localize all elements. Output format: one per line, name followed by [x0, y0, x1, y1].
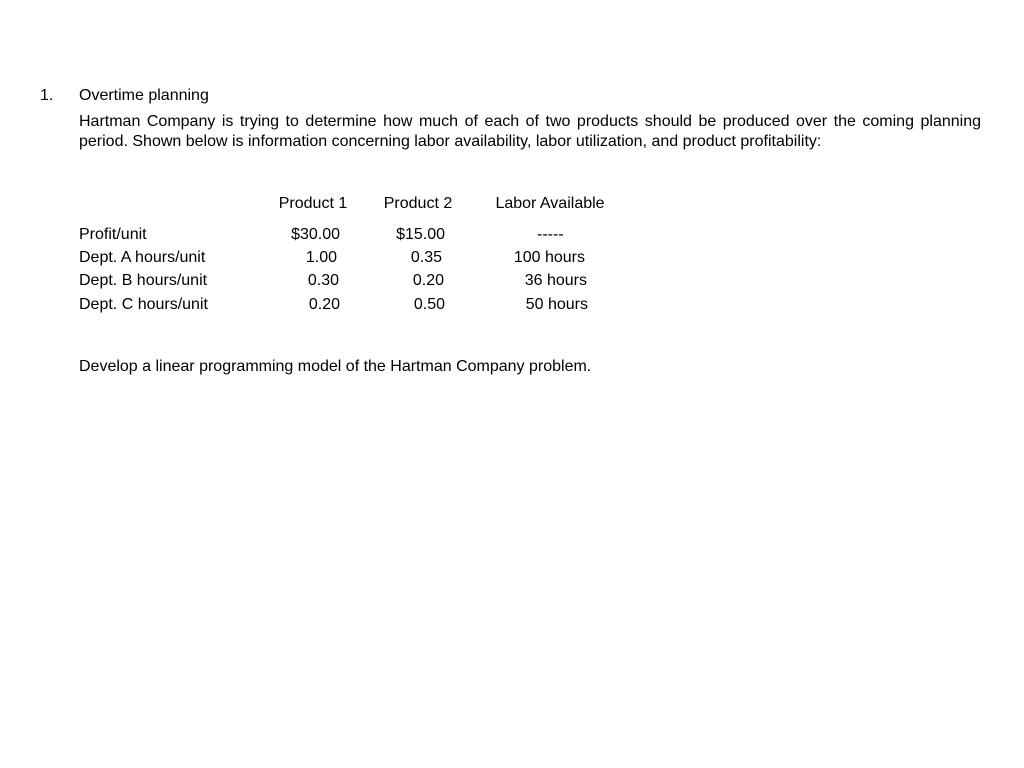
- cell-dept-a-labor: 100 hours: [513, 249, 585, 266]
- row-label-dept-a: Dept. A hours/unit: [79, 249, 206, 266]
- cell-profit-product-1: $30.00: [291, 226, 340, 243]
- cell-dept-b-product-1: 0.30: [307, 272, 339, 289]
- problem-number: 1.: [40, 87, 54, 104]
- col-header-product-1: Product 1: [278, 195, 348, 212]
- cell-profit-product-2: $15.00: [396, 226, 445, 243]
- cell-dept-c-labor: 50 hours: [525, 296, 588, 313]
- cell-dept-c-product-2: 0.50: [413, 296, 445, 313]
- col-header-product-2: Product 2: [383, 195, 453, 212]
- cell-dept-b-product-2: 0.20: [412, 272, 444, 289]
- cell-dept-c-product-1: 0.20: [308, 296, 340, 313]
- cell-dept-a-product-2: 0.35: [410, 249, 442, 266]
- row-label-dept-b: Dept. B hours/unit: [79, 272, 208, 289]
- row-label-dept-c: Dept. C hours/unit: [79, 296, 208, 313]
- cell-dept-a-product-1: 1.00: [305, 249, 337, 266]
- problem-title: Overtime planning: [79, 87, 209, 104]
- problem-description: Hartman Company is trying to determine how much of each of two products should be produced over the coming planning period. Shown below is information concerning labor availability, labor utilization, and product profitability:: [79, 113, 981, 150]
- row-label-profit-unit: Profit/unit: [79, 226, 147, 243]
- problem-instruction: Develop a linear programming model of the Hartman Company problem.: [79, 358, 592, 375]
- cell-profit-labor: -----: [537, 226, 564, 243]
- cell-dept-b-labor: 36 hours: [524, 272, 587, 289]
- col-header-labor-available: Labor Available: [495, 195, 605, 212]
